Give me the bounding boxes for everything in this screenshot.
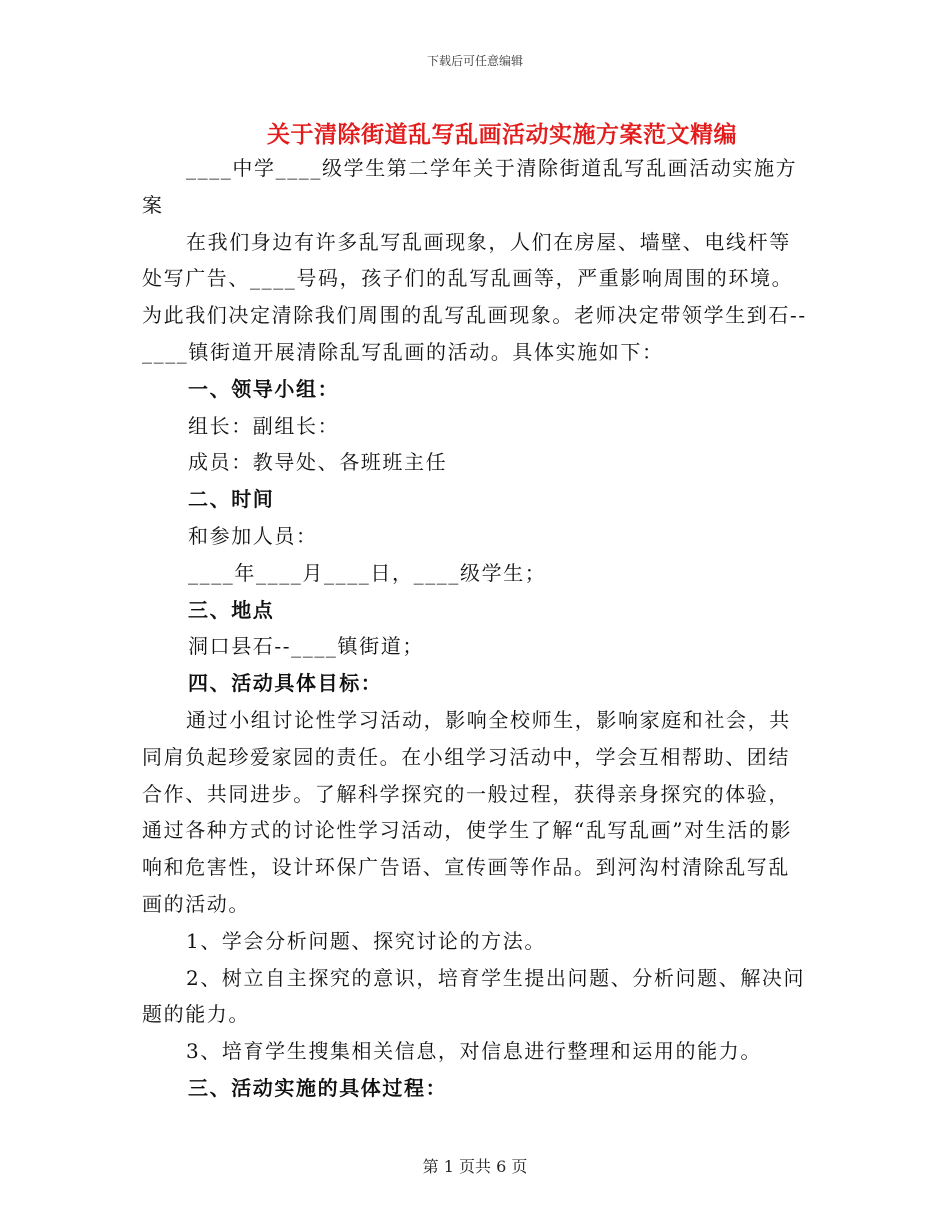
header-note: 下载后可任意编辑 [426,54,523,68]
list-item-goal-3: 3、培育学生搜集相关信息，对信息进行整理和运用的能力。 [186,1039,762,1064]
section-heading-process: 三、活动实施的具体过程： [188,1075,448,1100]
list-item-goal-2: 2、树立自主探究的意识，培育学生提出问题、分析问题、解决问题的能力。 [142,965,806,1027]
section-heading-time: 二、时间 [188,487,275,512]
paragraph-intro-line: ____中学____级学生第二学年关于清除街道乱写乱画活动实施方案 [142,156,798,217]
section-heading-goals: 四、活动具体目标： [188,671,383,696]
paragraph-goals: 通过小组讨论性学习活动，影响全校师生，影响家庭和社会，共同肩负起珍爱家园的责任。在小组学习活动中，学会互相帮助、团结合作、共同进步。了解科学探究的一般过程，获得亲身探究的体验，通过各种方式的讨论性学习活动，使学生了解“乱写乱画”对生活的影响和危害性，设计环保广告语、宣传画等作品。到河沟村清除乱写乱画的活动。 [142,707,793,916]
paragraph-location: 洞口县石--____镇街道； [188,634,424,659]
document-body [142,150,810,1107]
list-item-goal-1: 1、学会分析问题、探究讨论的方法。 [186,928,546,953]
page-number: 第 1 页共 6 页 [422,1157,528,1176]
section-heading-leadership: 一、领导小组： [188,376,340,401]
section-heading-location: 三、地点 [188,597,275,622]
document-title: 关于清除街道乱写乱画活动实施方案范文精编 [267,121,737,148]
paragraph-participants: 和参加人员： [188,523,318,548]
paragraph-background: 在我们身边有许多乱写乱画现象，人们在房屋、墙壁、电线杆等处写广告、____号码，孩子们的乱写乱画等，严重影响周围的环境。为此我们决定清除我们周围的乱写乱画现象。老师决定带领学生到石--____镇街道开展清除乱写乱画的活动。具体实施如下： [142,229,807,364]
paragraph-date: ____年____月____日，____级学生； [188,560,547,585]
paragraph-members: 成员：教导处、各班班主任 [188,450,448,475]
paragraph-leaders: 组长：副组长： [188,413,340,438]
